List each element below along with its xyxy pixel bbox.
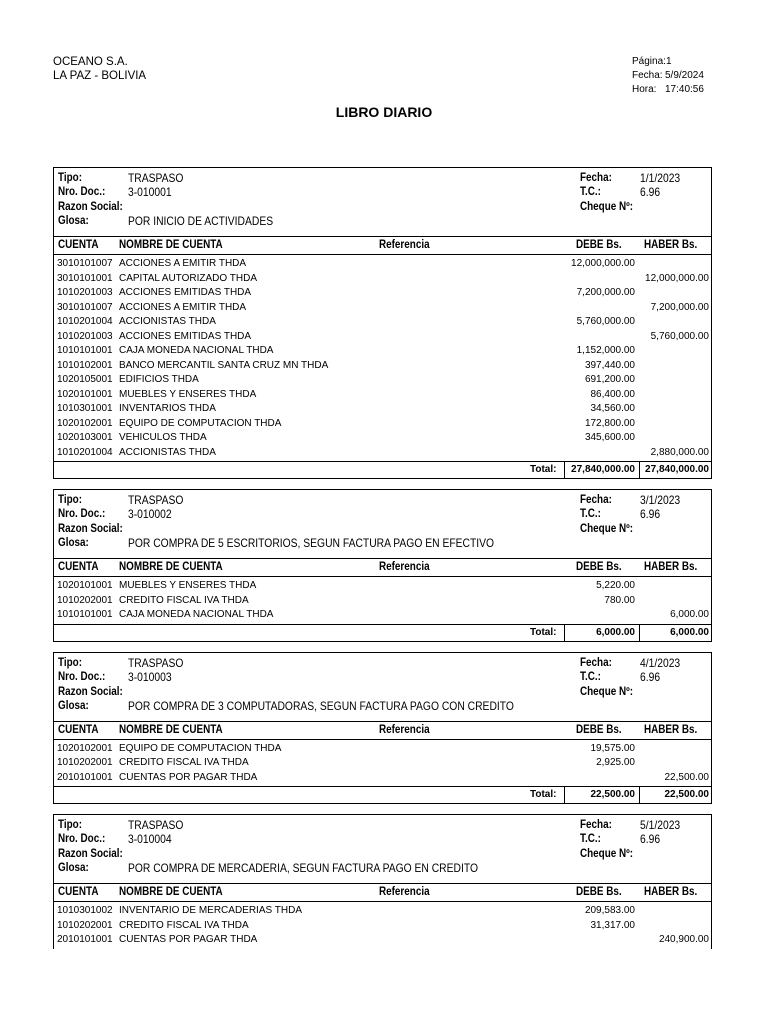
total-divider <box>639 462 640 478</box>
total-haber: 22,500.00 <box>664 789 709 800</box>
total-haber: 27,840,000.00 <box>645 464 709 475</box>
debe-amount: 19,575.00 <box>590 742 635 754</box>
debe-amount: 12,000,000.00 <box>571 258 635 269</box>
debe-amount: 397,440.00 <box>584 359 635 371</box>
account-code: 3010101001 <box>57 272 113 284</box>
debe-amount: 1,152,000.00 <box>576 345 635 356</box>
entry-header <box>54 653 711 722</box>
total-divider <box>564 787 565 803</box>
debe-amount: 34,560.00 <box>590 403 635 414</box>
table-row <box>54 742 711 757</box>
nro-doc-value: 3-010002 <box>128 507 172 521</box>
account-code: 3010101007 <box>57 258 113 269</box>
account-name: CREDITO FISCAL IVA THDA <box>119 594 249 606</box>
table-row <box>54 301 711 316</box>
account-name: CUENTAS POR PAGAR THDA <box>119 934 258 945</box>
account-code: 1020105001 <box>57 374 113 385</box>
account-name: ACCIONES EMITIDAS THDA <box>119 330 252 342</box>
account-code: 2010101001 <box>57 934 113 945</box>
account-code: 1010201003 <box>57 330 113 342</box>
razon-social-label: Razon Social: <box>58 685 123 698</box>
total-divider <box>564 462 565 478</box>
col-cuenta: CUENTA <box>58 886 99 898</box>
glosa-label: Glosa: <box>58 537 89 549</box>
tc-label: T.C.: <box>580 670 601 683</box>
haber-amount: 6,000.00 <box>670 609 709 620</box>
journal-entry <box>53 167 712 479</box>
account-code: 2010101001 <box>57 771 113 783</box>
debe-amount: 172,800.00 <box>584 417 635 429</box>
column-header <box>54 884 711 902</box>
table-row <box>54 756 711 771</box>
total-label: Total: <box>530 626 557 638</box>
col-debe: DEBE Bs. <box>576 886 622 898</box>
glosa-value: POR INICIO DE ACTIVIDADES <box>128 214 274 228</box>
razon-social-label: Razon Social: <box>58 523 123 535</box>
total-divider <box>639 787 640 803</box>
col-cuenta: CUENTA <box>58 239 99 251</box>
col-referencia: Referencia <box>379 239 430 251</box>
col-haber: HABER Bs. <box>644 886 698 898</box>
glosa-label: Glosa: <box>58 862 89 874</box>
account-name: ACCIONES A EMITIR THDA <box>119 301 247 313</box>
nro-doc-value: 3-010004 <box>128 832 172 846</box>
table-row <box>54 579 711 594</box>
glosa-value: POR COMPRA DE 3 COMPUTADORAS, SEGUN FACTURA PAGO CON CREDITO <box>128 698 514 713</box>
account-code: 1010201004 <box>57 316 113 327</box>
col-referencia: Referencia <box>379 723 430 736</box>
journal-entries <box>53 167 712 949</box>
entry-lines <box>54 740 711 787</box>
page-title: LIBRO DIARIO <box>335 104 433 120</box>
total-debe: 6,000.00 <box>596 626 635 638</box>
glosa-label: Glosa: <box>58 699 89 712</box>
column-header <box>54 559 711 577</box>
total-label: Total: <box>530 789 557 800</box>
date-label: Fecha: <box>632 70 663 81</box>
account-code: 1010102001 <box>57 359 113 371</box>
account-name: INVENTARIOS THDA <box>119 403 216 414</box>
fecha-label: Fecha: <box>580 656 612 669</box>
table-row <box>54 272 711 287</box>
col-debe: DEBE Bs. <box>576 723 622 736</box>
debe-amount: 209,583.00 <box>584 905 635 916</box>
account-code: 1010201004 <box>57 446 113 458</box>
debe-amount: 86,400.00 <box>590 388 635 400</box>
haber-amount: 5,760,000.00 <box>650 330 709 342</box>
company-location: LA PAZ - BOLIVIA <box>53 70 147 82</box>
haber-amount: 240,900.00 <box>658 934 709 945</box>
col-nombre: NOMBRE DE CUENTA <box>119 239 223 251</box>
journal-entry <box>53 814 712 949</box>
table-row <box>54 388 711 403</box>
tc-label: T.C.: <box>580 186 601 198</box>
cheque-label: Cheque Nº: <box>580 685 634 698</box>
entry-header <box>54 490 711 559</box>
account-name: ACCIONES EMITIDAS THDA <box>119 287 252 298</box>
tipo-value: TRASPASO <box>128 493 184 507</box>
company-header <box>53 55 146 83</box>
account-code: 1020102001 <box>57 417 113 429</box>
haber-amount: 22,500.00 <box>664 771 709 783</box>
tipo-label: Tipo: <box>58 494 82 506</box>
nro-doc-label: Nro. Doc.: <box>58 833 106 845</box>
account-name: CUENTAS POR PAGAR THDA <box>119 771 258 783</box>
nro-doc-value: 3-010001 <box>128 185 172 199</box>
col-haber: HABER Bs. <box>644 239 698 251</box>
debe-amount: 691,200.00 <box>584 374 635 385</box>
entry-header <box>54 168 711 237</box>
report-meta <box>632 55 704 97</box>
account-code: 1020101001 <box>57 388 113 400</box>
col-debe: DEBE Bs. <box>576 239 622 251</box>
account-code: 1020102001 <box>57 742 113 754</box>
table-row <box>54 417 711 432</box>
tc-value: 6.96 <box>640 832 661 846</box>
cheque-label: Cheque Nº: <box>580 523 634 535</box>
total-debe: 22,500.00 <box>590 789 635 800</box>
account-name: ACCIONISTAS THDA <box>119 446 216 458</box>
column-header <box>54 237 711 255</box>
account-name: ACCIONISTAS THDA <box>119 316 216 327</box>
fecha-value: 5/1/2023 <box>640 818 681 832</box>
account-name: CREDITO FISCAL IVA THDA <box>119 757 249 768</box>
account-name: EQUIPO DE COMPUTACION THDA <box>119 742 282 754</box>
debe-amount: 5,760,000.00 <box>576 316 635 327</box>
account-code: 1020103001 <box>57 432 113 443</box>
account-code: 1010301002 <box>57 905 113 916</box>
journal-entry <box>53 652 712 805</box>
account-name: BANCO MERCANTIL SANTA CRUZ MN THDA <box>119 359 329 371</box>
account-name: CREDITO FISCAL IVA THDA <box>119 919 249 931</box>
account-name: INVENTARIO DE MERCADERIAS THDA <box>119 905 302 916</box>
account-code: 1010202001 <box>57 919 113 931</box>
total-row <box>54 786 711 803</box>
account-code: 1010202001 <box>57 757 113 768</box>
table-row <box>54 286 711 301</box>
tc-label: T.C.: <box>580 833 601 845</box>
account-name: ACCIONES A EMITIR THDA <box>119 258 247 269</box>
tipo-value: TRASPASO <box>128 171 184 185</box>
fecha-value: 1/1/2023 <box>640 171 681 185</box>
tc-value: 6.96 <box>640 185 661 199</box>
table-row <box>54 359 711 374</box>
fecha-label: Fecha: <box>580 819 612 831</box>
razon-social-label: Razon Social: <box>58 848 123 860</box>
account-name: CAPITAL AUTORIZADO THDA <box>119 272 257 284</box>
cheque-label: Cheque Nº: <box>580 201 634 213</box>
debe-amount: 7,200,000.00 <box>576 287 635 298</box>
page-label: Página: <box>632 56 666 67</box>
razon-social-label: Razon Social: <box>58 201 123 213</box>
debe-amount: 345,600.00 <box>584 432 635 443</box>
account-code: 1010101001 <box>57 345 113 356</box>
col-nombre: NOMBRE DE CUENTA <box>119 561 223 573</box>
fecha-value: 3/1/2023 <box>640 493 681 507</box>
account-code: 1010101001 <box>57 609 113 620</box>
tc-value: 6.96 <box>640 669 661 684</box>
report-time: 17:40:56 <box>665 84 704 95</box>
table-row <box>54 315 711 330</box>
fecha-label: Fecha: <box>580 172 612 184</box>
col-nombre: NOMBRE DE CUENTA <box>119 886 223 898</box>
column-header <box>54 722 711 740</box>
time-label: Hora: <box>632 84 657 95</box>
total-haber: 6,000.00 <box>670 626 709 638</box>
entry-lines <box>54 255 711 461</box>
col-cuenta: CUENTA <box>58 723 99 736</box>
nro-doc-label: Nro. Doc.: <box>58 670 106 683</box>
haber-amount: 12,000,000.00 <box>645 272 709 284</box>
glosa-value: POR COMPRA DE 5 ESCRITORIOS, SEGUN FACTURA PAGO EN EFECTIVO <box>128 536 495 550</box>
debe-amount: 31,317.00 <box>590 919 635 931</box>
table-row <box>54 933 711 948</box>
account-name: CAJA MONEDA NACIONAL THDA <box>119 345 274 356</box>
tc-label: T.C.: <box>580 508 601 520</box>
col-nombre: NOMBRE DE CUENTA <box>119 723 223 736</box>
table-row <box>54 771 711 786</box>
tc-value: 6.96 <box>640 507 661 521</box>
col-haber: HABER Bs. <box>644 561 698 573</box>
tipo-value: TRASPASO <box>128 818 184 832</box>
report-date: 5/9/2024 <box>665 70 704 81</box>
total-label: Total: <box>530 464 557 475</box>
table-row <box>54 330 711 345</box>
fecha-value: 4/1/2023 <box>640 655 681 670</box>
table-row <box>54 608 711 623</box>
company-name: OCEANO S.A. <box>53 56 128 68</box>
table-row <box>54 257 711 272</box>
debe-amount: 2,925.00 <box>596 757 635 768</box>
account-code: 1020101001 <box>57 580 113 591</box>
nro-doc-label: Nro. Doc.: <box>58 186 106 198</box>
account-name: EQUIPO DE COMPUTACION THDA <box>119 417 282 429</box>
tipo-label: Tipo: <box>58 172 82 184</box>
table-row <box>54 919 711 934</box>
col-referencia: Referencia <box>379 561 430 573</box>
entry-lines <box>54 902 711 949</box>
account-code: 1010301001 <box>57 403 113 414</box>
journal-entry <box>53 489 712 642</box>
nro-doc-value: 3-010003 <box>128 669 172 684</box>
nro-doc-label: Nro. Doc.: <box>58 508 106 520</box>
page-number: 1 <box>666 56 672 67</box>
account-code: 3010101007 <box>57 301 113 313</box>
tipo-label: Tipo: <box>58 819 82 831</box>
col-referencia: Referencia <box>379 886 430 898</box>
table-row <box>54 344 711 359</box>
debe-amount: 780.00 <box>604 594 635 606</box>
glosa-label: Glosa: <box>58 215 89 227</box>
entry-header <box>54 815 711 884</box>
total-debe: 27,840,000.00 <box>571 464 635 475</box>
table-row <box>54 904 711 919</box>
total-row <box>54 461 711 478</box>
total-divider <box>564 625 565 641</box>
table-row <box>54 594 711 609</box>
table-row <box>54 373 711 388</box>
cheque-label: Cheque Nº: <box>580 848 634 860</box>
col-cuenta: CUENTA <box>58 561 99 573</box>
total-row <box>54 624 711 641</box>
account-name: EDIFICIOS THDA <box>119 374 199 385</box>
debe-amount: 5,220.00 <box>596 580 635 591</box>
glosa-value: POR COMPRA DE MERCADERIA, SEGUN FACTURA PAGO EN CREDITO <box>128 861 478 875</box>
account-name: CAJA MONEDA NACIONAL THDA <box>119 609 274 620</box>
haber-amount: 2,880,000.00 <box>650 446 709 458</box>
account-name: MUEBLES Y ENSERES THDA <box>119 388 257 400</box>
account-code: 1010202001 <box>57 594 113 606</box>
account-name: VEHICULOS THDA <box>119 432 207 443</box>
col-haber: HABER Bs. <box>644 723 698 736</box>
table-row <box>54 431 711 446</box>
tipo-label: Tipo: <box>58 656 82 669</box>
table-row <box>54 446 711 461</box>
haber-amount: 7,200,000.00 <box>650 301 709 313</box>
account-code: 1010201003 <box>57 287 113 298</box>
fecha-label: Fecha: <box>580 494 612 506</box>
table-row <box>54 402 711 417</box>
entry-lines <box>54 577 711 624</box>
tipo-value: TRASPASO <box>128 655 184 670</box>
col-debe: DEBE Bs. <box>576 561 622 573</box>
total-divider <box>639 625 640 641</box>
account-name: MUEBLES Y ENSERES THDA <box>119 580 257 591</box>
